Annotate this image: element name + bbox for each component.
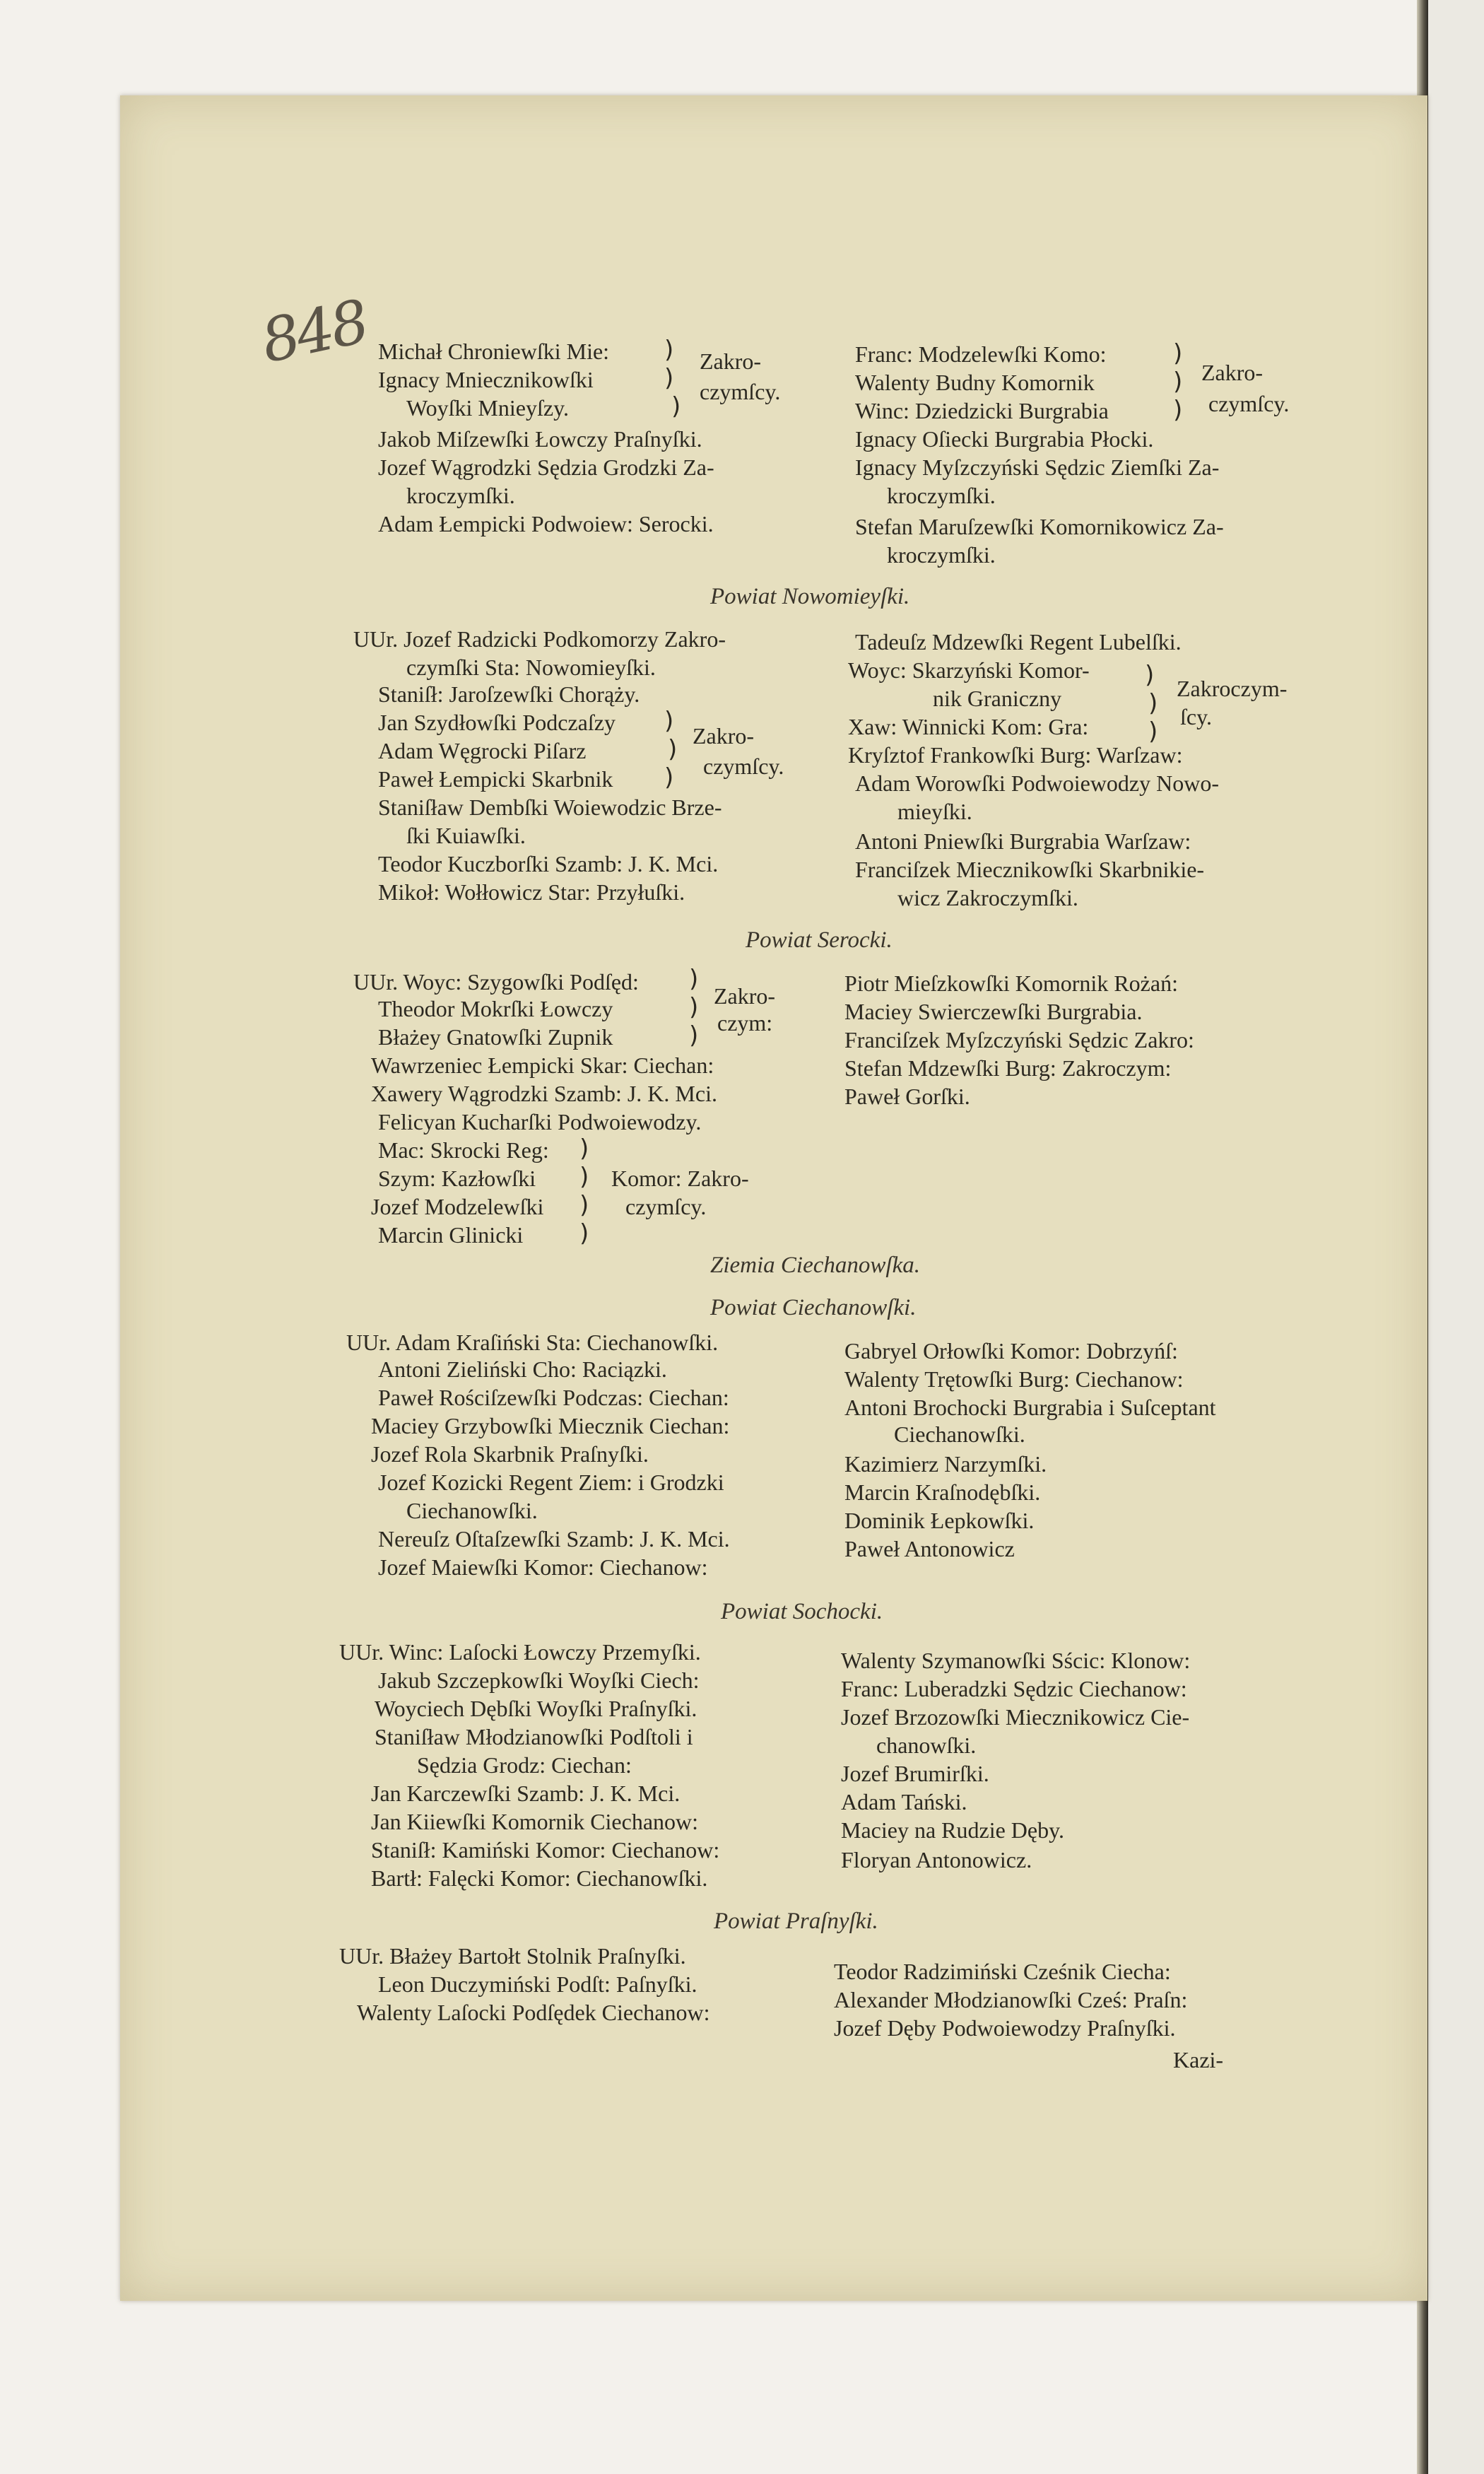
bracket-mark: ) bbox=[664, 707, 674, 735]
s4-right-line: Ciechanowſki. bbox=[894, 1421, 1025, 1447]
s3-left-line: Wawrzeniec Łempicki Skar: Ciechan: bbox=[371, 1053, 714, 1078]
bracket-mark: ) bbox=[1173, 396, 1183, 424]
bracket-mark: ) bbox=[668, 735, 678, 763]
bracket-mark: ) bbox=[664, 364, 674, 392]
s6-left-line: UUr. Błażey Bartołt Stolnik Praſnyſki. bbox=[339, 1943, 686, 1969]
s4-left-line: Jozef Rola Skarbnik Praſnyſki. bbox=[371, 1441, 649, 1467]
s6-right-line: Jozef Dęby Podwoiewodzy Praſnyſki. bbox=[834, 2015, 1176, 2041]
s2-left-line: czymſki Sta: Nowomieyſki. bbox=[406, 655, 656, 680]
s5-left-line: UUr. Winc: Laſocki Łowczy Przemyſki. bbox=[339, 1639, 701, 1665]
s1-left-line: Adam Łempicki Podwoiew: Serocki. bbox=[378, 511, 714, 537]
s6-left-line: Walenty Laſocki Podſędek Ciechanow: bbox=[357, 2000, 710, 2025]
s3-left-line: Błażey Gnatowſki Zupnik bbox=[378, 1024, 613, 1050]
heading-powiat-sochocki: Powiat Sochocki. bbox=[721, 1599, 883, 1624]
s6-right-line: Alexander Młodzianowſki Cześ: Praſn: bbox=[834, 1987, 1188, 2012]
s2-left-line: UUr. Jozef Radzicki Podkomorzy Zakro- bbox=[353, 626, 726, 652]
s2-left-line: Mikoł: Wołłowicz Star: Przyłuſki. bbox=[378, 879, 685, 905]
s3-left-line: Theodor Mokrſki Łowczy bbox=[378, 996, 613, 1021]
bracket-mark: ) bbox=[671, 392, 681, 421]
s4-left-line: Antoni Zieliński Cho: Raciązki. bbox=[378, 1356, 667, 1382]
s1-left-line: kroczymſki. bbox=[406, 483, 515, 508]
s2-right-line: Adam Worowſki Podwoiewodzy Nowo- bbox=[855, 770, 1219, 796]
s4-right-line: Kazimierz Narzymſki. bbox=[844, 1451, 1047, 1477]
s5-left-line: Woyciech Dębſki Woyſki Praſnyſki. bbox=[375, 1696, 697, 1721]
s4-right-line: Marcin Kraſnodębſki. bbox=[844, 1479, 1041, 1505]
bracket-mark: ) bbox=[579, 1135, 589, 1163]
s2-right-line: mieyſki. bbox=[897, 799, 972, 824]
s1-right-line: kroczymſki. bbox=[887, 542, 996, 568]
s1-right-note: Zakro- bbox=[1201, 360, 1264, 385]
s5-right-line: Maciey na Rudzie Dęby. bbox=[841, 1817, 1065, 1843]
s5-left-line: Staniſł: Kamiński Komor: Ciechanow: bbox=[371, 1837, 720, 1863]
bracket-mark: ) bbox=[1173, 339, 1183, 368]
s3-left-note: Zakro- bbox=[714, 983, 776, 1009]
s2-left-line: Paweł Łempicki Skarbnik bbox=[378, 766, 613, 792]
s1-right-line: kroczymſki. bbox=[887, 483, 996, 508]
bracket-mark: ) bbox=[1148, 689, 1158, 717]
s5-left-line: Bartł: Falęcki Komor: Ciechanowſki. bbox=[371, 1865, 708, 1891]
s2-right-line: Tadeuſz Mdzewſki Regent Lubelſki. bbox=[855, 629, 1182, 655]
adjacent-page bbox=[1428, 0, 1484, 2474]
s6-right-line: Kazi- bbox=[1173, 2047, 1224, 2073]
bracket-mark: ) bbox=[689, 993, 699, 1021]
bracket-mark: ) bbox=[1148, 717, 1158, 746]
s2-right-line: Franciſzek Miecznikowſki Skarbnikie- bbox=[855, 857, 1205, 882]
s2-right-line: nik Graniczny bbox=[933, 686, 1062, 711]
s3-left-note2: Komor: Zakro- bbox=[611, 1166, 749, 1191]
s1-right-line: Ignacy Myſzczyński Sędzic Ziemſki Za- bbox=[855, 455, 1220, 480]
s1-left-note: Zakro- bbox=[700, 348, 762, 374]
s2-right-line: Antoni Pniewſki Burgrabia Warſzaw: bbox=[855, 828, 1191, 854]
s5-right-line: Jozef Brzozowſki Miecznikowicz Cie- bbox=[841, 1704, 1190, 1730]
s3-left-line: Marcin Glinicki bbox=[378, 1222, 524, 1248]
s5-right-line: Franc: Luberadzki Sędzic Ciechanow: bbox=[841, 1676, 1187, 1701]
s3-left-line: Felicyan Kucharſki Podwoiewodzy. bbox=[378, 1109, 702, 1135]
s2-left-line: ſki Kuiawſki. bbox=[406, 823, 526, 848]
s5-left-line: Jakub Szczepkowſki Woyſki Ciech: bbox=[378, 1667, 700, 1693]
bracket-mark: ) bbox=[579, 1219, 589, 1248]
bracket-mark: ) bbox=[579, 1163, 589, 1191]
s4-right-line: Gabryel Orłowſki Komor: Dobrzyńſ: bbox=[844, 1338, 1178, 1364]
s5-right-line: Floryan Antonowicz. bbox=[841, 1847, 1032, 1872]
s6-right-line: Teodor Radzimiński Cześnik Ciecha: bbox=[834, 1959, 1171, 1984]
s4-left-line: Jozef Kozicki Regent Ziem: i Grodzki bbox=[378, 1470, 724, 1495]
s1-left-line: Jakob Miſzewſki Łowczy Praſnyſki. bbox=[378, 426, 702, 452]
s1-left-line: Michał Chroniewſki Mie: bbox=[378, 339, 610, 364]
heading-ziemia-ciechanowska: Ziemia Ciechanowſka. bbox=[710, 1253, 920, 1278]
document-page bbox=[120, 95, 1427, 2301]
s3-left-line: UUr. Woyc: Szygowſki Podſęd: bbox=[353, 969, 639, 995]
s4-left-line: Paweł Rościſzewſki Podczas: Ciechan: bbox=[378, 1385, 729, 1410]
s3-left-note2: czymſcy. bbox=[625, 1194, 707, 1219]
s1-right-note: czymſcy. bbox=[1208, 391, 1290, 416]
s1-right-line: Walenty Budny Komornik bbox=[855, 370, 1095, 395]
s2-left-line: Staniſł: Jaroſzewſki Chorąży. bbox=[378, 681, 640, 707]
heading-powiat-ciechanowski: Powiat Ciechanowſki. bbox=[710, 1295, 917, 1320]
s1-left-line: Ignacy Mniecznikowſki bbox=[378, 367, 594, 392]
s1-left-line: Woyſki Mnieyſzy. bbox=[406, 395, 569, 421]
s5-right-line: Adam Tański. bbox=[841, 1789, 967, 1815]
s3-left-line: Szym: Kazłowſki bbox=[378, 1166, 536, 1191]
s1-right-line: Stefan Maruſzewſki Komornikowicz Za- bbox=[855, 514, 1224, 539]
s3-right-line: Paweł Gorſki. bbox=[844, 1084, 970, 1109]
s5-left-line: Staniſław Młodzianowſki Podſtoli i bbox=[375, 1724, 693, 1749]
s1-left-line: Jozef Wągrodzki Sędzia Grodzki Za- bbox=[378, 455, 714, 480]
s4-right-line: Antoni Brochocki Burgrabia i Suſceptant bbox=[844, 1395, 1216, 1420]
s2-left-line: Teodor Kuczborſki Szamb: J. K. Mci. bbox=[378, 851, 719, 877]
s4-right-line: Walenty Trętowſki Burg: Ciechanow: bbox=[844, 1366, 1184, 1392]
s2-right-line: Xaw: Winnicki Kom: Gra: bbox=[848, 714, 1089, 739]
s1-right-line: Winc: Dziedzicki Burgrabia bbox=[855, 398, 1109, 423]
s3-left-line: Jozef Modzelewſki bbox=[371, 1194, 544, 1219]
s4-left-line: Jozef Maiewſki Komor: Ciechanow: bbox=[378, 1554, 708, 1580]
s4-left-line: UUr. Adam Kraſiński Sta: Ciechanowſki. bbox=[346, 1330, 719, 1355]
s4-left-line: Ciechanowſki. bbox=[406, 1498, 538, 1523]
s3-right-line: Piotr Mieſzkowſki Komornik Rożań: bbox=[844, 971, 1178, 996]
s1-right-line: Franc: Modzelewſki Komo: bbox=[855, 341, 1107, 367]
s2-right-line: wicz Zakroczymſki. bbox=[897, 885, 1078, 910]
s5-left-line: Jan Karczewſki Szamb: J. K. Mci. bbox=[371, 1781, 681, 1806]
bracket-mark: ) bbox=[664, 336, 674, 364]
s5-left-line: Sędzia Grodz: Ciechan: bbox=[417, 1752, 632, 1778]
s3-right-line: Maciey Swierczewſki Burgrabia. bbox=[844, 999, 1143, 1024]
s2-left-note: czymſcy. bbox=[703, 754, 784, 779]
heading-powiat-nowomiejski: Powiat Nowomieyſki. bbox=[710, 584, 910, 609]
s6-left-line: Leon Duczymiński Podſt: Paſnyſki. bbox=[378, 1971, 697, 1997]
s2-right-note: ſcy. bbox=[1180, 704, 1213, 729]
bracket-mark: ) bbox=[1173, 368, 1183, 396]
heading-powiat-serocki: Powiat Serocki. bbox=[746, 927, 893, 953]
bracket-mark: ) bbox=[664, 763, 674, 792]
s3-left-line: Xawery Wągrodzki Szamb: J. K. Mci. bbox=[371, 1081, 717, 1106]
folio-number: 848 bbox=[255, 286, 372, 377]
s5-right-line: Jozef Brumirſki. bbox=[841, 1761, 989, 1786]
s3-left-line: Mac: Skrocki Reg: bbox=[378, 1137, 549, 1163]
s5-right-line: chanowſki. bbox=[876, 1733, 977, 1758]
s1-left-note: czymſcy. bbox=[700, 379, 781, 404]
s2-right-note: Zakroczym- bbox=[1177, 676, 1288, 701]
s3-right-line: Franciſzek Myſzczyński Sędzic Zakro: bbox=[844, 1027, 1194, 1053]
s5-right-line: Walenty Szymanowſki Sścic: Klonow: bbox=[841, 1648, 1191, 1673]
s2-left-line: Jan Szydłowſki Podczaſzy bbox=[378, 710, 616, 735]
s4-left-line: Maciey Grzybowſki Miecznik Ciechan: bbox=[371, 1413, 730, 1438]
s2-right-line: Kryſztof Frankowſki Burg: Warſzaw: bbox=[848, 742, 1183, 768]
s3-right-line: Stefan Mdzewſki Burg: Zakroczym: bbox=[844, 1055, 1172, 1081]
s5-left-line: Jan Kiiewſki Komornik Ciechanow: bbox=[371, 1809, 699, 1834]
bracket-mark: ) bbox=[689, 965, 699, 993]
s2-left-line: Adam Węgrocki Piſarz bbox=[378, 738, 587, 763]
s2-left-line: Staniſław Dembſki Woiewodzic Brze- bbox=[378, 795, 722, 820]
heading-powiat-prasnyski: Powiat Praſnyſki. bbox=[714, 1909, 878, 1934]
s2-left-note: Zakro- bbox=[693, 723, 755, 749]
bracket-mark: ) bbox=[579, 1191, 589, 1219]
s2-right-line: Woyc: Skarzyński Komor- bbox=[848, 657, 1090, 683]
s4-left-line: Nereuſz Oſtaſzewſki Szamb: J. K. Mci. bbox=[378, 1526, 730, 1552]
s4-right-line: Dominik Łepkowſki. bbox=[844, 1508, 1035, 1533]
s4-right-line: Paweł Antonowicz bbox=[844, 1536, 1015, 1561]
s3-left-note: czym: bbox=[717, 1010, 773, 1036]
bracket-mark: ) bbox=[1145, 661, 1155, 689]
s1-right-line: Ignacy Oſiecki Burgrabia Płocki. bbox=[855, 426, 1154, 452]
bracket-mark: ) bbox=[689, 1021, 699, 1050]
